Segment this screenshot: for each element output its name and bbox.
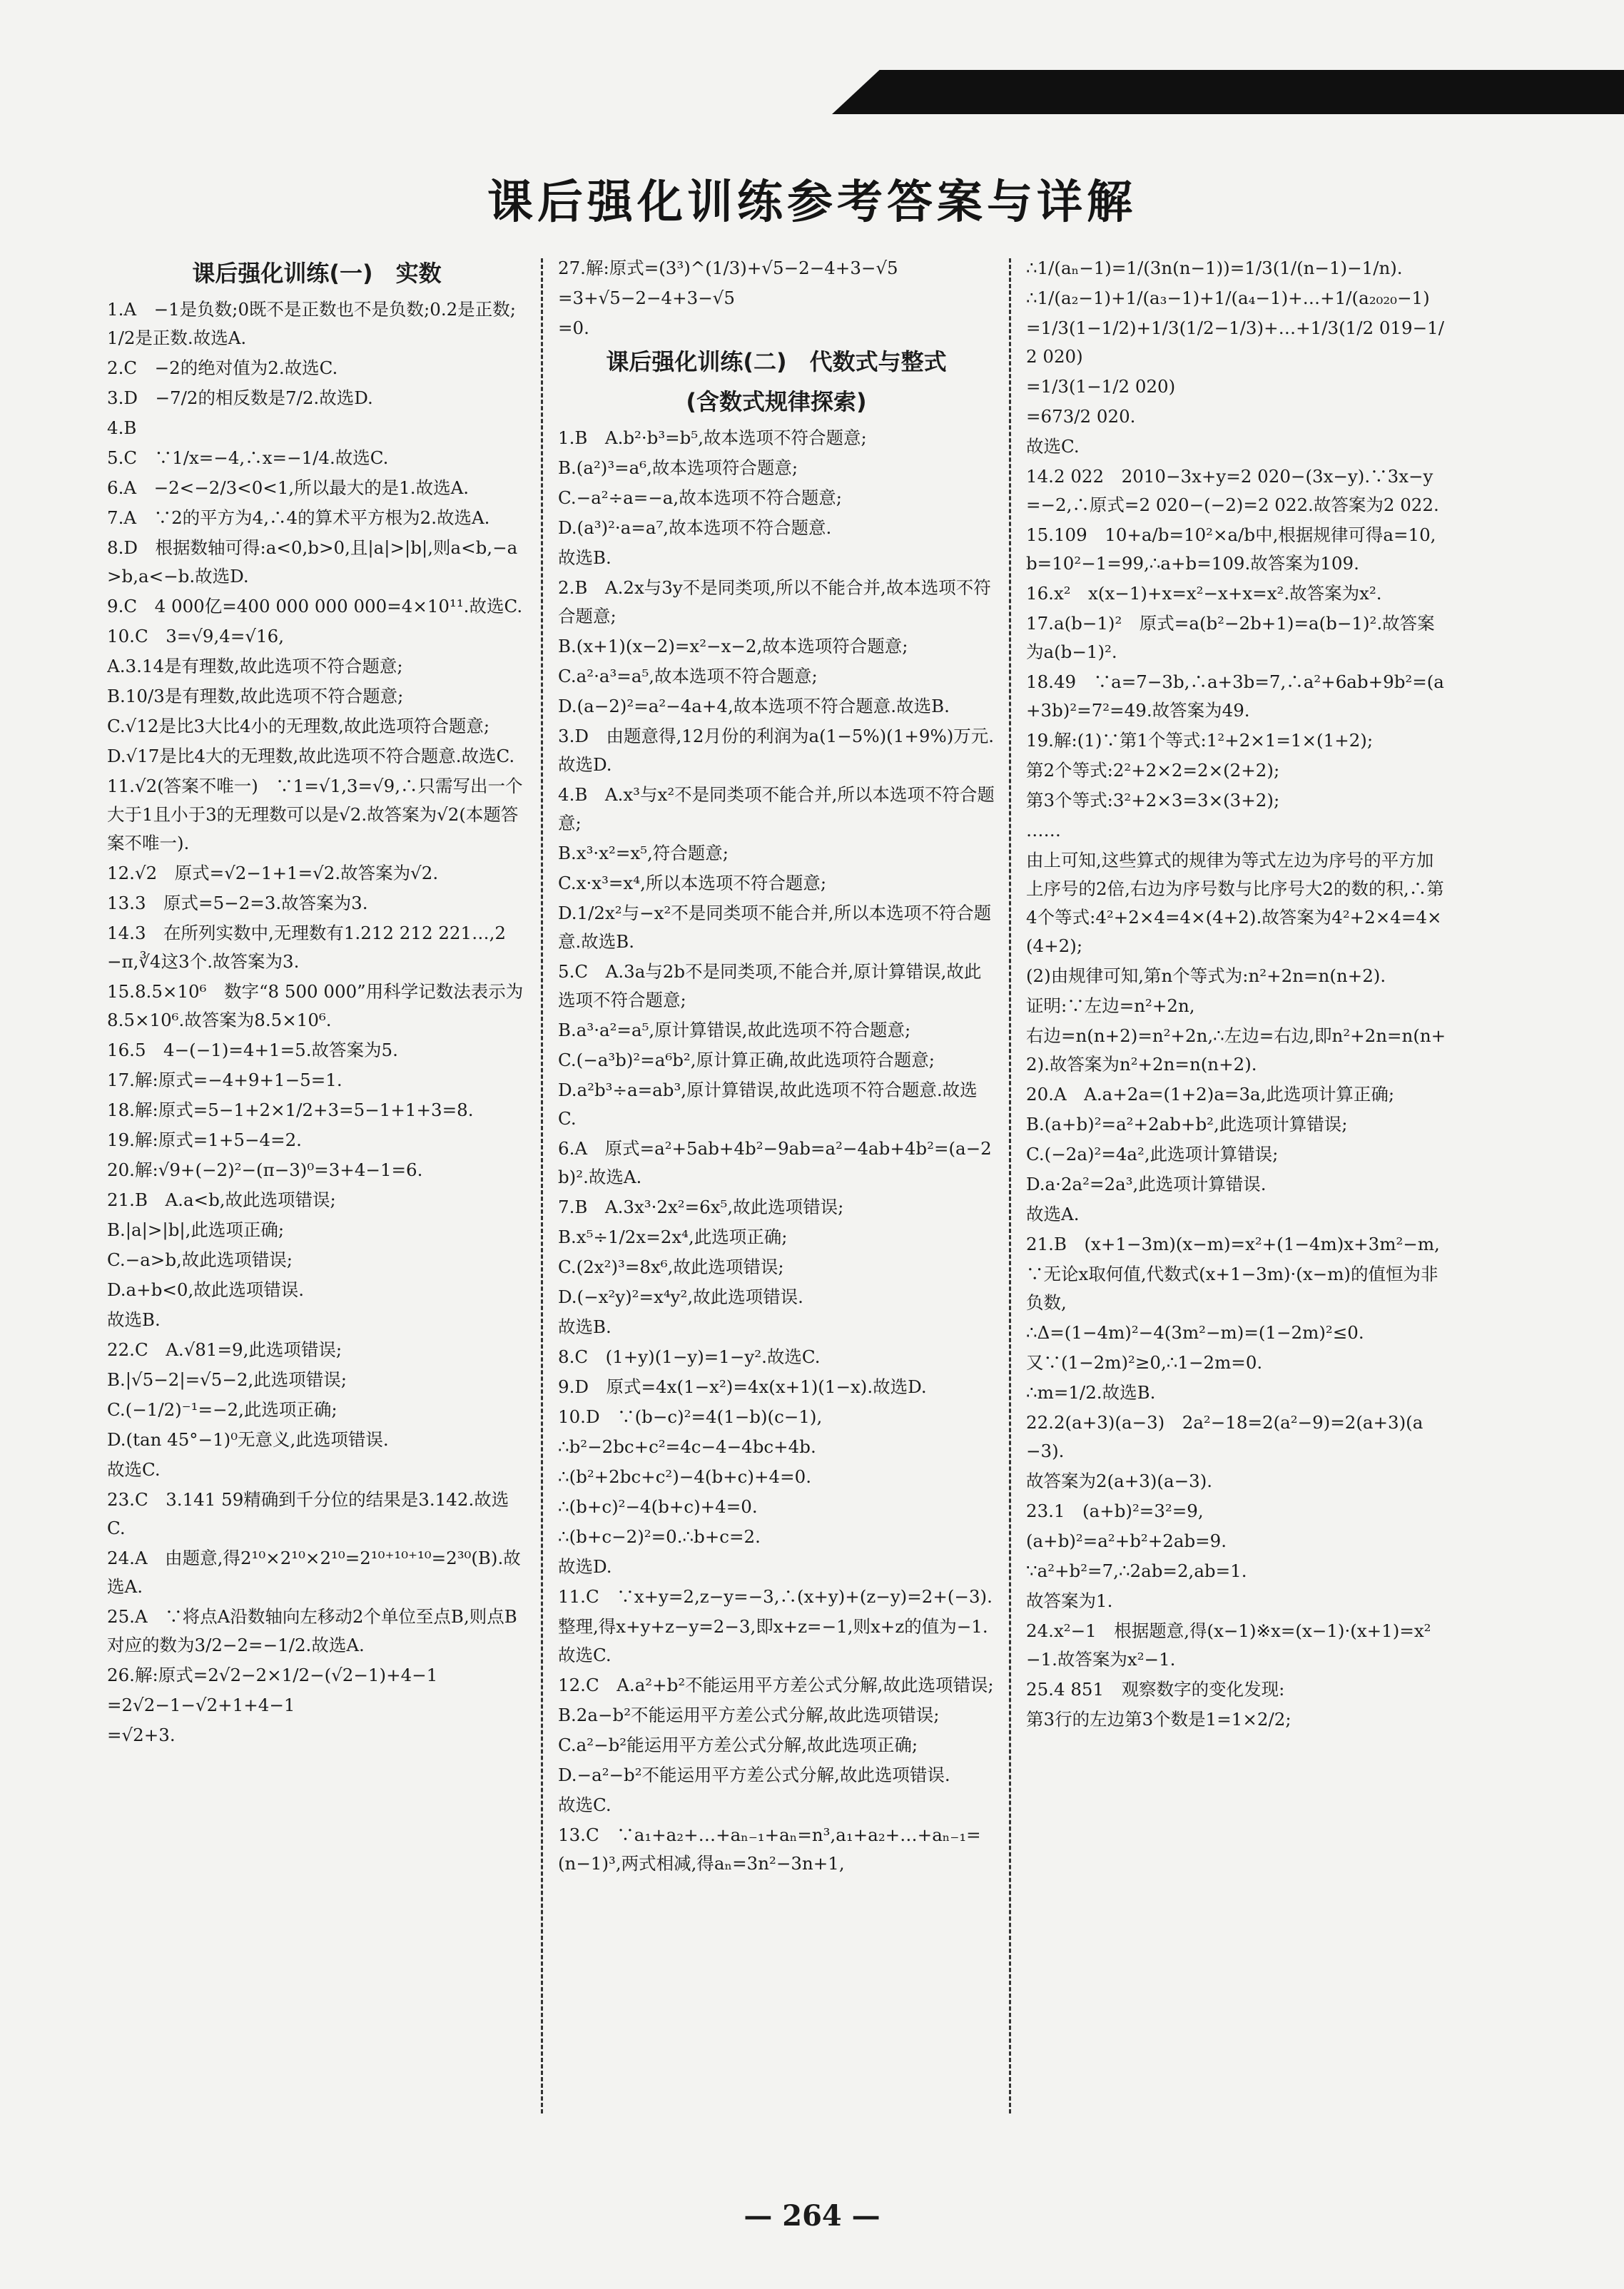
section-heading: 课后强化训练(一) 实数: [192, 260, 442, 287]
answer-line: ∴m=1/2.故选B.: [1026, 1382, 1156, 1403]
answer-line: ∴(b+c−2)²=0.∴b+c=2.: [558, 1526, 761, 1547]
answer-list: [558, 254, 995, 342]
answer-line: 故选B.: [107, 1309, 161, 1330]
answer-line: 18.解:原式=5−1+2×1/2+3=5−1+1+3=8.: [107, 1100, 474, 1120]
answer-line: 3.D 由题意得,12月份的利润为a(1−5%)(1+9%)万元.故选D.: [558, 726, 995, 775]
answer-line: 故答案为2(a+3)(a−3).: [1026, 1471, 1213, 1491]
column-1: [107, 254, 527, 2116]
answer-line: ∴b²−2bc+c²=4c−4−4bc+4b.: [558, 1436, 816, 1457]
answer-line: 25.A ∵将点A沿数轴向左移动2个单位至点B,则点B对应的数为3/2−2=−1/2.故选A.: [107, 1606, 517, 1655]
answer-line: 第3行的左边第3个数是1=1×2/2;: [1026, 1709, 1291, 1730]
answer-line: =3+√5−2−4+3−√5: [558, 288, 735, 308]
answer-line: 右边=n(n+2)=n²+2n,∴左边=右边,即n²+2n=n(n+2).故答案为n²+2n=n(n+2).: [1026, 1025, 1446, 1075]
answer-line: 17.解:原式=−4+9+1−5=1.: [107, 1070, 342, 1090]
answer-line: 20.解:√9+(−2)²−(π−3)⁰=3+4−1=6.: [107, 1159, 423, 1180]
answer-line: 8.C (1+y)(1−y)=1−y².故选C.: [558, 1346, 821, 1367]
answer-line: 10.D ∵(b−c)²=4(1−b)(c−1),: [558, 1406, 823, 1427]
answer-line: 1.A −1是负数;0既不是正数也不是负数;0.2是正数;1/2是正数.故选A.: [107, 299, 516, 348]
answer-line: 23.C 3.141 59精确到千分位的结果是3.142.故选C.: [107, 1489, 509, 1538]
answer-line: C.(−1/2)⁻¹=−2,此选项正确;: [107, 1399, 338, 1420]
answer-line: C.(2x²)³=8x⁶,故此选项错误;: [558, 1257, 784, 1277]
answer-line: D.a·2a²=2a³,此选项计算错误.: [1026, 1174, 1267, 1194]
answer-line: 7.A ∵2的平方为4,∴4的算术平方根为2.故选A.: [107, 507, 490, 528]
answer-line: 6.A 原式=a²+5ab+4b²−9ab=a²−4ab+4b²=(a−2b)².故选A.: [558, 1138, 992, 1187]
answer-line: 6.A −2<−2/3<0<1,所以最大的是1.故选A.: [107, 477, 470, 498]
answer-line: 8.D 根据数轴可得:a<0,b>0,且|a|>|b|,则a<b,−a>b,a<−b.故选D.: [107, 537, 518, 587]
answer-list: [107, 295, 527, 1750]
answer-line: 11.C ∵x+y=2,z−y=−3,∴(x+y)+(z−y)=2+(−3).: [558, 1586, 993, 1607]
answer-line: 19.解:原式=1+5−4=2.: [107, 1130, 302, 1150]
answer-line: 7.B A.3x³·2x²=6x⁵,故此选项错误;: [558, 1197, 844, 1217]
section-heading: 课后强化训练(二) 代数式与整式: [606, 348, 947, 375]
answer-line: ∵无论x取何值,代数式(x+1−3m)·(x−m)的值恒为非负数,: [1026, 1264, 1438, 1313]
answer-line: 由上可知,这些算式的规律为等式左边为序号的平方加上序号的2倍,右边为序号数与比序号大2的数的积,∴第4个等式:4²+2×4=4×(4+2).故答案为4²+2×4=4×(4+2);: [1026, 850, 1444, 956]
answer-line: C.(−2a)²=4a²,此选项计算错误;: [1026, 1144, 1279, 1164]
answer-line: ∴(b²+2bc+c²)−4(b+c)+4=0.: [558, 1466, 811, 1487]
answer-line: =2√2−1−√2+1+4−1: [107, 1695, 295, 1715]
answer-line: 22.2(a+3)(a−3) 2a²−18=2(a²−9)=2(a+3)(a−3).: [1026, 1412, 1423, 1461]
answer-line: 13.C ∵a₁+a₂+…+aₙ₋₁+aₙ=n³,a₁+a₂+…+aₙ₋₁=(n−1)³,两式相减,得aₙ=3n²−3n+1,: [558, 1824, 981, 1874]
answer-line: 故选C.: [107, 1459, 161, 1480]
answer-line: C.(−a³b)²=a⁶b²,原计算正确,故此选项符合题意;: [558, 1050, 935, 1070]
answer-line: 2.C −2的绝对值为2.故选C.: [107, 357, 338, 378]
answer-line: ……: [1026, 820, 1061, 841]
answer-line: =√2+3.: [107, 1725, 176, 1745]
answer-line: C.a²−b²能运用平方差公式分解,故此选项正确;: [558, 1735, 918, 1755]
answer-line: B.x⁵÷1/2x=2x⁴,此选项正确;: [558, 1227, 788, 1247]
answer-line: 27.解:原式=(3³)^(1/3)+√5−2−4+3−√5: [558, 258, 898, 278]
answer-line: 16.5 4−(−1)=4+1=5.故答案为5.: [107, 1040, 398, 1060]
answer-line: 故选D.: [558, 1556, 612, 1577]
answer-line: 9.D 原式=4x(1−x²)=4x(x+1)(1−x).故选D.: [558, 1376, 927, 1397]
answer-line: 10.C 3=√9,4=√16,: [107, 626, 285, 646]
answer-line: 11.√2(答案不唯一) ∵1=√1,3=√9,∴只需写出一个大于1且小于3的无理数可以是√2.故答案为√2(本题答案不唯一).: [107, 776, 523, 853]
answer-line: B.|a|>|b|,此选项正确;: [107, 1219, 285, 1240]
answer-line: 20.A A.a+2a=(1+2)a=3a,此选项计算正确;: [1026, 1084, 1395, 1105]
answer-line: 15.109 10+a/b=10²×a/b中,根据规律可得a=10,b=10²−1=99,∴a+b=109.故答案为109.: [1026, 524, 1436, 574]
answer-line: =673/2 020.: [1026, 406, 1136, 427]
answer-line: 13.3 原式=5−2=3.故答案为3.: [107, 893, 368, 913]
answer-line: C.√12是比3大比4小的无理数,故此选项符合题意;: [107, 716, 490, 736]
answer-line: 17.a(b−1)² 原式=a(b²−2b+1)=a(b−1)².故答案为a(b−1)².: [1026, 613, 1435, 662]
answer-line: 第2个等式:2²+2×2=2×(2+2);: [1026, 760, 1280, 781]
answer-line: B.(a²)³=a⁶,故本选项符合题意;: [558, 457, 798, 478]
answer-line: 故选B.: [558, 547, 611, 568]
column-2: [558, 254, 995, 2116]
answer-line: 证明:∵左边=n²+2n,: [1026, 995, 1195, 1016]
answer-line: B.(a+b)²=a²+2ab+b²,此选项计算错误;: [1026, 1114, 1348, 1135]
column-divider: [1009, 258, 1011, 2113]
answer-line: 16.x² x(x−1)+x=x²−x+x=x².故答案为x².: [1026, 583, 1382, 604]
answer-line: 12.C A.a²+b²不能运用平方差公式分解,故此选项错误;: [558, 1675, 994, 1695]
answer-line: D.1/2x²与−x²不是同类项不能合并,所以本选项不符合题意.故选B.: [558, 903, 992, 952]
answer-line: 3.D −7/2的相反数是7/2.故选D.: [107, 387, 373, 408]
answer-list: [1026, 254, 1447, 1734]
section-subheading: (含数式规律探索): [686, 388, 867, 415]
answer-line: =0.: [558, 318, 589, 338]
answer-line: 故答案为1.: [1026, 1590, 1113, 1611]
answer-line: 4.B: [107, 417, 137, 438]
answer-line: C.x·x³=x⁴,所以本选项不符合题意;: [558, 873, 827, 893]
page-title: 课后强化训练参考答案与详解: [487, 176, 1137, 229]
answer-line: 15.8.5×10⁶ 数字“8 500 000”用科学记数法表示为8.5×10⁶.故答案为8.5×10⁶.: [107, 981, 524, 1030]
answer-line: ∴1/(a₂−1)+1/(a₃−1)+1/(a₄−1)+…+1/(a₂₀₂₀−1): [1026, 288, 1430, 308]
answer-line: B.(x+1)(x−2)=x²−x−2,故本选项符合题意;: [558, 636, 908, 656]
answer-line: 第3个等式:3²+2×3=3×(3+2);: [1026, 790, 1280, 811]
answer-line: ∴(b+c)²−4(b+c)+4=0.: [558, 1496, 758, 1517]
page-number: — 264 —: [744, 2199, 880, 2233]
answer-line: D.(tan 45°−1)⁰无意义,此选项错误.: [107, 1429, 389, 1450]
column-3: [1026, 254, 1447, 2116]
answer-line: 2.B A.2x与3y不是同类项,所以不能合并,故本选项不符合题意;: [558, 577, 991, 626]
answer-line: 18.49 ∵a=7−3b,∴a+3b=7,∴a²+6ab+9b²=(a+3b)²=7²=49.故答案为49.: [1026, 671, 1444, 721]
column-divider: [541, 258, 543, 2113]
answer-line: B.10/3是有理数,故此选项不符合题意;: [107, 686, 404, 706]
answer-line: D.√17是比4大的无理数,故此选项不符合题意.故选C.: [107, 746, 515, 766]
answer-line: B.x³·x²=x⁵,符合题意;: [558, 843, 729, 863]
answer-list: [558, 424, 995, 1878]
answer-line: ∵a²+b²=7,∴2ab=2,ab=1.: [1026, 1560, 1247, 1581]
answer-line: 23.1 (a+b)²=3²=9,: [1026, 1501, 1204, 1521]
answer-line: 22.C A.√81=9,此选项错误;: [107, 1339, 342, 1360]
answer-line: B.a³·a²=a⁵,原计算错误,故此选项不符合题意;: [558, 1020, 911, 1040]
corner-decoration-bar: [832, 70, 1624, 114]
answer-line: 14.2 022 2010−3x+y=2 020−(3x−y).∵3x−y=−2,∴原式=2 020−(−2)=2 022.故答案为2 022.: [1026, 466, 1439, 515]
answer-line: 24.A 由题意,得2¹⁰×2¹⁰×2¹⁰=2¹⁰⁺¹⁰⁺¹⁰=2³⁰(B).故选A.: [107, 1548, 521, 1597]
answer-line: 4.B A.x³与x²不是同类项不能合并,所以本选项不符合题意;: [558, 784, 995, 833]
answer-line: D.(−x²y)²=x⁴y²,故此选项错误.: [558, 1286, 803, 1307]
answer-line: A.3.14是有理数,故此选项不符合题意;: [107, 656, 403, 676]
answer-line: 1.B A.b²·b³=b⁵,故本选项不符合题意;: [558, 427, 867, 448]
answer-line: 故选B.: [558, 1316, 611, 1337]
answer-line: ∴1/(aₙ−1)=1/(3n(n−1))=1/3(1/(n−1)−1/n).: [1026, 258, 1403, 278]
answer-line: 故选C.: [558, 1795, 611, 1815]
answer-line: D.−a²−b²不能运用平方差公式分解,故此选项错误.: [558, 1765, 950, 1785]
answer-line: 25.4 851 观察数字的变化发现:: [1026, 1679, 1285, 1700]
answer-line: ∴Δ=(1−4m)²−4(3m²−m)=(1−2m)²≤0.: [1026, 1322, 1364, 1343]
answer-line: B.|√5−2|=√5−2,此选项错误;: [107, 1369, 347, 1390]
answer-line: 26.解:原式=2√2−2×1/2−(√2−1)+4−1: [107, 1665, 438, 1685]
answer-line: 21.B (x+1−3m)(x−m)=x²+(1−4m)x+3m²−m,: [1026, 1234, 1440, 1254]
answer-line: 5.C A.3a与2b不是同类项,不能合并,原计算错误,故此选项不符合题意;: [558, 961, 982, 1010]
answer-line: D.a²b³÷a=ab³,原计算错误,故此选项不符合题意.故选C.: [558, 1080, 978, 1129]
answer-line: 24.x²−1 根据题意,得(x−1)※x=(x−1)·(x+1)=x²−1.故答案为x²−1.: [1026, 1620, 1431, 1670]
answer-line: C.−a>b,故此选项错误;: [107, 1249, 293, 1270]
answer-line: 故选A.: [1026, 1204, 1080, 1224]
answer-line: 12.√2 原式=√2−1+1=√2.故答案为√2.: [107, 863, 439, 883]
answer-line: 14.3 在所列实数中,无理数有1.212 212 221…,2−π,∛4这3个.故答案为3.: [107, 923, 506, 972]
answer-line: D.(a−2)²=a²−4a+4,故本选项不符合题意.故选B.: [558, 696, 950, 716]
answer-line: 21.B A.a<b,故此选项错误;: [107, 1189, 336, 1210]
answer-line: D.(a³)²·a=a⁷,故本选项不符合题意.: [558, 517, 832, 538]
answer-line: 19.解:(1)∵第1个等式:1²+2×1=1×(1+2);: [1026, 730, 1374, 751]
answer-line: 故选C.: [1026, 436, 1080, 457]
answer-line: (2)由规律可知,第n个等式为:n²+2n=n(n+2).: [1026, 965, 1386, 986]
answer-line: D.a+b<0,故此选项错误.: [107, 1279, 305, 1300]
answer-line: (a+b)²=a²+b²+2ab=9.: [1026, 1531, 1227, 1551]
answer-line: =1/3(1−1/2)+1/3(1/2−1/3)+…+1/3(1/2 019−1/2 020): [1026, 318, 1444, 367]
answer-line: C.−a²÷a=−a,故本选项不符合题意;: [558, 487, 842, 508]
answer-line: 9.C 4 000亿=400 000 000 000=4×10¹¹.故选C.: [107, 596, 523, 616]
answer-line: 5.C ∵1/x=−4,∴x=−1/4.故选C.: [107, 447, 389, 468]
answer-line: =1/3(1−1/2 020): [1026, 376, 1176, 397]
answer-line: C.a²·a³=a⁵,故本选项不符合题意;: [558, 666, 818, 686]
answer-line: B.2a−b²不能运用平方差公式分解,故此选项错误;: [558, 1705, 940, 1725]
answer-line: 又∵(1−2m)²≥0,∴1−2m=0.: [1026, 1352, 1263, 1373]
answer-line: 整理,得x+y+z−y=2−3,即x+z=−1,则x+z的值为−1.故选C.: [558, 1616, 988, 1665]
